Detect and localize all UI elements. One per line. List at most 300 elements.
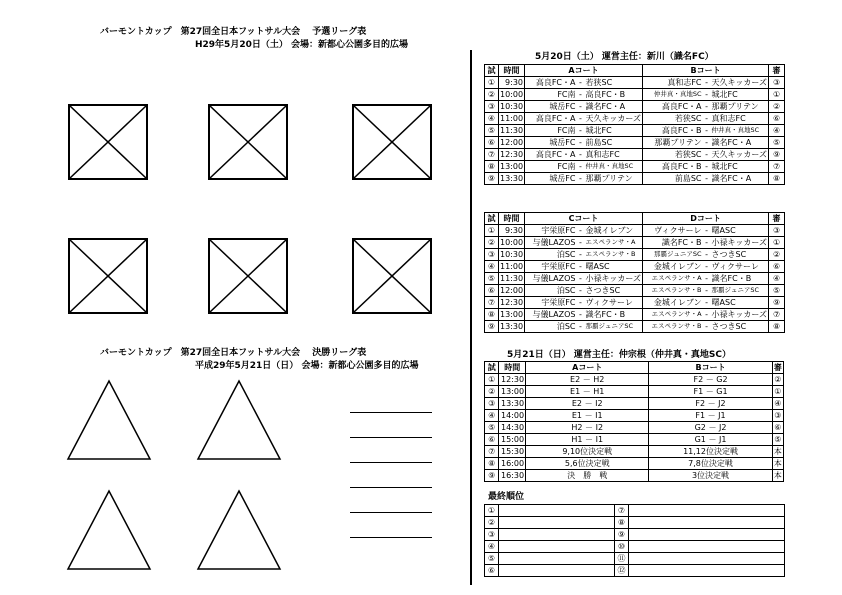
match-number-cell: ② [485, 89, 499, 101]
match-number-cell: ⑤ [485, 422, 499, 434]
home-team-cell: 泊SC [525, 321, 577, 333]
table-row [485, 273, 785, 285]
dash-cell: - [703, 321, 711, 333]
away-team-cell: 小禄キッカーズ [711, 238, 767, 247]
referee-cell: ⑦ [769, 309, 785, 321]
referee-cell: ④ [769, 273, 785, 285]
match-number-cell: ② [485, 237, 499, 249]
away-team-cell: 那覇プリテン [711, 101, 769, 113]
court-b-cell: F2 － G2 [649, 374, 772, 386]
time-cell: 10:00 [500, 90, 524, 99]
court-a-cell: H1 － I1 [526, 434, 649, 446]
home-team-cell: 城岳FC [525, 101, 577, 113]
dash-cell: - [577, 101, 585, 113]
time-cell: 15:00 [499, 434, 526, 446]
dash-cell: - [577, 297, 585, 309]
final-rank-title: 最終順位 [488, 492, 525, 502]
match-number-cell: ② [485, 386, 499, 398]
referee-cell: 本 [773, 471, 782, 480]
referee-cell: ⑥ [769, 261, 785, 273]
match-number-cell: ③ [485, 101, 499, 113]
dash-cell: - [577, 137, 585, 149]
referee-cell: ⑧ [769, 173, 785, 185]
home-team-cell: 金城イレブン [643, 261, 703, 273]
match-number-cell: ⑧ [485, 309, 499, 321]
rank-number-cell: ⑦ [615, 505, 629, 517]
home-team-cell: 与儀LAZOS [525, 273, 577, 285]
group-cross [70, 240, 146, 312]
home-team-cell: エスペランサ・B [643, 321, 703, 333]
decision-underline [350, 412, 432, 413]
time-cell: 9:30 [499, 77, 525, 89]
away-team-cell: 識名FC・A [585, 101, 643, 113]
match-number-cell: ⑨ [485, 321, 499, 333]
away-team-cell: 識名FC・A [711, 173, 769, 185]
dash-cell: - [703, 261, 711, 273]
dash-cell: - [577, 285, 585, 297]
table-row [485, 125, 785, 137]
group-square [352, 238, 432, 314]
away-team-cell: 城北FC [711, 89, 769, 101]
rank-row [485, 505, 785, 517]
home-team-cell: 泊SC [525, 249, 577, 261]
group-cross [210, 106, 286, 178]
dash-cell: - [577, 89, 585, 101]
home-team-cell: 那覇プリテン [643, 137, 703, 149]
match-number-cell: ⑧ [485, 161, 499, 173]
group-square [208, 104, 288, 180]
table-row [485, 285, 785, 297]
table-row [485, 249, 785, 261]
match-number-cell: ③ [485, 249, 499, 261]
court-a-cell: 9,10位決定戦 [526, 446, 649, 458]
match-number-cell: ⑨ [485, 173, 499, 185]
table-row [485, 410, 784, 422]
dash-cell: - [577, 77, 585, 89]
away-team-cell: 識名FC・B [711, 273, 769, 285]
referee-cell: ① [769, 237, 785, 249]
table-header-cell: Aコート [525, 65, 643, 77]
rank-number-cell: ⑫ [615, 565, 629, 577]
away-team-cell: ヴィクサーレ [585, 297, 643, 309]
rank-team-cell[interactable] [629, 553, 785, 565]
home-team-cell: 宇栄原FC [525, 297, 577, 309]
referee-cell: ③ [772, 410, 783, 422]
table-row [485, 101, 785, 113]
match-number-cell: ④ [485, 261, 499, 273]
away-team-cell: 前島SC [585, 137, 643, 149]
home-team-cell: エスペランサ・A [643, 309, 703, 321]
group-square [352, 104, 432, 180]
table-header-row [485, 362, 784, 374]
dash-cell: - [703, 137, 711, 149]
table-row [485, 446, 784, 458]
court-a-cell: E2 － I2 [526, 398, 649, 410]
table-header-row [485, 213, 785, 225]
match-number-cell: ⑨ [485, 470, 499, 482]
away-team-cell: 那覇ジュニアSC [711, 285, 769, 297]
dash-cell: - [577, 321, 585, 333]
dash-cell: - [577, 309, 585, 321]
home-team-cell: FC南 [525, 161, 577, 173]
table-header-row [485, 65, 785, 77]
table-row [485, 225, 785, 237]
rank-team-cell[interactable] [499, 553, 615, 565]
time-cell: 11:30 [500, 274, 524, 283]
rank-team-cell[interactable] [499, 529, 615, 541]
match-number-cell: ④ [485, 113, 499, 125]
home-team-cell: 若狭SC [643, 149, 703, 161]
home-team-cell: 城岳FC [525, 173, 577, 185]
dash-cell: - [703, 149, 711, 161]
away-team-cell: 識名FC・B [585, 309, 643, 321]
away-team-cell: 仲井真・真地SC [711, 125, 769, 137]
dash-cell: - [703, 285, 711, 297]
away-team-cell: 那覇ジュニアSC [585, 321, 643, 333]
referee-cell: ⑥ [772, 422, 783, 434]
table-header-cell: Aコート [526, 362, 649, 374]
group-cross [210, 240, 286, 312]
home-team-cell: ヴィクサーレ [643, 225, 703, 237]
rank-team-cell[interactable] [629, 505, 785, 517]
referee-cell: 本 [773, 459, 782, 468]
time-cell: 10:30 [500, 102, 524, 111]
away-team-cell: 仲井真・真地SC [585, 161, 643, 173]
rank-team-cell[interactable] [629, 541, 785, 553]
decision-underline [350, 512, 432, 513]
court-a-cell: E1 － I1 [526, 410, 649, 422]
away-team-cell: 天久キッカーズ [585, 114, 641, 123]
dash-cell: - [703, 101, 711, 113]
group-cross [354, 240, 430, 312]
rank-team-cell[interactable] [629, 565, 785, 577]
dash-cell: - [577, 225, 585, 237]
prelim-title: バーモントカップ 第27回全日本フットサル大会 予選リーグ表 [100, 27, 367, 37]
away-team-cell: 城北FC [711, 161, 769, 173]
home-team-cell: 高良FC・A [525, 149, 577, 161]
referee-cell: ⑨ [769, 297, 785, 309]
rank-team-cell[interactable] [629, 529, 785, 541]
rank-number-cell: ⑤ [485, 553, 499, 565]
rank-number-cell: ⑩ [615, 541, 629, 553]
time-cell: 12:30 [499, 374, 526, 386]
away-team-cell: 天久キッカーズ [711, 78, 767, 87]
dash-cell: - [577, 173, 585, 185]
home-team-cell: FC南 [525, 125, 577, 137]
dash-cell: - [703, 273, 711, 285]
match-number-cell: ⑧ [485, 458, 499, 470]
table-header-cell: Cコート [525, 213, 643, 225]
time-cell: 15:30 [499, 446, 526, 458]
group-square [68, 238, 148, 314]
match-number-cell: ⑤ [485, 273, 499, 285]
match-number-cell: ⑥ [485, 137, 499, 149]
away-team-cell: さつきSC [585, 285, 643, 297]
final-title: バーモントカップ 第27回全日本フットサル大会 決勝リーグ表 [100, 348, 367, 358]
dash-cell: - [703, 297, 711, 309]
dash-cell: - [577, 161, 585, 173]
table-row [485, 386, 784, 398]
day1-title: 5月20日（土） 運営主任：新川（識名FC） [535, 52, 714, 62]
home-team-cell: 高良FC・A [525, 113, 577, 125]
table-header-cell: 時間 [499, 362, 526, 374]
day1-cd-table [484, 212, 785, 333]
away-team-cell: 高良FC・B [585, 89, 643, 101]
day2-title: 5月21日（日） 運営主任：仲宗根（仲井真・真地SC） [507, 350, 732, 360]
triangle-outline [198, 381, 280, 459]
table-header-cell: 時間 [499, 213, 525, 225]
rank-team-cell[interactable] [499, 541, 615, 553]
referee-cell: ⑨ [769, 149, 785, 161]
rank-number-cell: ① [485, 505, 499, 517]
away-team-cell: ヴィクサーレ [711, 261, 769, 273]
time-cell: 10:00 [500, 238, 524, 247]
table-row [485, 374, 784, 386]
rank-team-cell[interactable] [499, 517, 615, 529]
table-row [485, 434, 784, 446]
referee-cell: ⑤ [769, 137, 785, 149]
page-divider [470, 50, 472, 585]
court-b-cell: F1 － J1 [649, 410, 772, 422]
rank-row [485, 541, 785, 553]
table-row [485, 149, 785, 161]
home-team-cell: エスペランサ・B [643, 285, 703, 297]
time-cell: 11:00 [500, 262, 524, 271]
home-team-cell: 宇栄原FC [525, 225, 577, 237]
home-team-cell: 金城イレブン [643, 297, 703, 309]
table-header-cell: 審 [773, 363, 782, 372]
dash-cell: - [577, 125, 585, 137]
table-header-cell: Dコート [643, 213, 769, 225]
rank-team-cell[interactable] [629, 517, 785, 529]
table-header-cell: 試 [485, 362, 499, 374]
away-team-cell: 小禄キッカーズ [585, 274, 641, 283]
rank-number-cell: ⑪ [615, 553, 629, 565]
group-square [68, 104, 148, 180]
dash-cell: - [703, 161, 711, 173]
time-cell: 13:00 [499, 386, 526, 398]
table-row [485, 89, 785, 101]
table-header-cell: 審 [769, 213, 785, 225]
referee-cell: 本 [773, 447, 782, 456]
court-b-cell: G1 － J1 [649, 434, 772, 446]
dash-cell: - [703, 113, 711, 125]
away-team-cell: さつきSC [711, 249, 769, 261]
triangle-outline [68, 381, 150, 459]
match-number-cell: ⑦ [485, 446, 499, 458]
table-header-cell: Bコート [649, 362, 772, 374]
time-cell: 14:00 [499, 410, 526, 422]
final-date-venue: 平成29年5月21日（日） 会場：新都心公園多目的広場 [195, 361, 419, 371]
time-cell: 13:30 [500, 322, 524, 331]
referee-cell: ⑤ [772, 434, 783, 446]
rank-team-cell[interactable] [499, 565, 615, 577]
table-header-cell: 試 [485, 65, 499, 77]
time-cell: 13:00 [500, 162, 524, 171]
away-team-cell: エスペランサ・A [585, 237, 643, 249]
rank-row [485, 517, 785, 529]
referee-cell: ⑧ [769, 321, 785, 333]
final-triangle [66, 489, 152, 571]
table-row [485, 422, 784, 434]
home-team-cell: 与儀LAZOS [525, 309, 577, 321]
match-number-cell: ⑦ [485, 297, 499, 309]
table-row [485, 458, 784, 470]
table-row [485, 309, 785, 321]
home-team-cell: FC南 [525, 89, 577, 101]
home-team-cell: 仲井真・真地SC [643, 89, 703, 101]
dash-cell: - [703, 125, 711, 137]
table-row [485, 173, 785, 185]
away-team-cell: 天久キッカーズ [711, 150, 767, 159]
away-team-cell: 城北FC [585, 125, 643, 137]
dash-cell: - [703, 77, 711, 89]
court-b-cell: 11,12位決定戦 [649, 446, 772, 458]
time-cell: 14:30 [499, 422, 526, 434]
rank-number-cell: ③ [485, 529, 499, 541]
time-cell: 13:00 [500, 310, 524, 319]
dash-cell: - [703, 237, 711, 249]
rank-team-cell[interactable] [499, 505, 615, 517]
final-triangle [196, 379, 282, 461]
home-team-cell: 泊SC [525, 285, 577, 297]
triangle-outline [198, 491, 280, 569]
away-team-cell: 金城イレブン [585, 225, 643, 237]
home-team-cell: 城岳FC [525, 137, 577, 149]
court-b-cell: 7,8位決定戦 [649, 458, 772, 470]
home-team-cell: 真和志FC [643, 77, 703, 89]
prelim-date-venue: H29年5月20日（土） 会場：新都心公園多目的広場 [195, 40, 408, 50]
dash-cell: - [577, 113, 585, 125]
away-team-cell: 真和志FC [585, 149, 643, 161]
referee-cell: ⑦ [769, 161, 785, 173]
time-cell: 12:00 [500, 138, 524, 147]
day2-table [484, 361, 784, 482]
dash-cell: - [703, 309, 711, 321]
time-cell: 13:30 [500, 174, 524, 183]
table-row [485, 297, 785, 309]
rank-number-cell: ② [485, 517, 499, 529]
referee-cell: ④ [772, 398, 783, 410]
referee-cell: ④ [769, 125, 785, 137]
table-header-cell: 試 [485, 213, 499, 225]
court-a-cell: 5,6位決定戦 [526, 458, 649, 470]
referee-cell: ② [772, 374, 783, 386]
home-team-cell: 若狭SC [643, 113, 703, 125]
dash-cell: - [703, 249, 711, 261]
away-team-cell: 識名FC・A [711, 137, 769, 149]
table-row [485, 77, 785, 89]
table-row [485, 321, 785, 333]
rank-number-cell: ⑥ [485, 565, 499, 577]
match-number-cell: ⑤ [485, 125, 499, 137]
day1-ab-table [484, 64, 785, 185]
table-row [485, 237, 785, 249]
away-team-cell: 曙ASC [711, 297, 769, 309]
away-team-cell: 真和志FC [711, 113, 769, 125]
final-triangle [66, 379, 152, 461]
court-a-cell: H2 － I2 [526, 422, 649, 434]
time-cell: 11:00 [500, 114, 524, 123]
home-team-cell: 高良FC・A [525, 77, 577, 89]
rank-row [485, 565, 785, 577]
dash-cell: - [703, 173, 711, 185]
home-team-cell: エスペランサ・A [643, 273, 703, 285]
time-cell: 12:00 [500, 286, 524, 295]
triangle-outline [68, 491, 150, 569]
match-number-cell: ① [485, 374, 499, 386]
table-row [485, 161, 785, 173]
dash-cell: - [577, 249, 585, 261]
away-team-cell: 曙ASC [585, 261, 643, 273]
referee-cell: ⑥ [769, 113, 785, 125]
home-team-cell: 那覇ジュニアSC [643, 249, 703, 261]
away-team-cell: エスペランサ・B [585, 249, 643, 261]
dash-cell: - [577, 237, 585, 249]
final-rank-table [484, 504, 785, 577]
time-cell: 10:30 [500, 250, 524, 259]
home-team-cell: 識名FC・B [643, 237, 703, 249]
decision-underline [350, 487, 432, 488]
rank-row [485, 553, 785, 565]
decision-underline [350, 462, 432, 463]
referee-cell: ② [769, 249, 785, 261]
court-b-cell: F2 － J2 [649, 398, 772, 410]
match-number-cell: ⑦ [485, 149, 499, 161]
away-team-cell: 那覇プリテン [585, 173, 643, 185]
table-row [485, 137, 785, 149]
referee-cell: ① [769, 89, 785, 101]
time-cell: 11:30 [500, 126, 524, 135]
table-row [485, 398, 784, 410]
referee-cell: ⑤ [769, 285, 785, 297]
rank-row [485, 529, 785, 541]
away-team-cell: 曙ASC [711, 225, 769, 237]
time-cell: 12:30 [500, 150, 524, 159]
time-cell: 12:30 [500, 298, 524, 307]
table-header-cell: Bコート [643, 65, 769, 77]
time-cell: 9:30 [499, 225, 525, 237]
decision-underline [350, 437, 432, 438]
table-row [485, 261, 785, 273]
home-team-cell: 宇栄原FC [525, 261, 577, 273]
final-triangle [196, 489, 282, 571]
time-cell: 16:30 [499, 470, 526, 482]
court-a-cell: E1 － H1 [526, 386, 649, 398]
table-row [485, 470, 784, 482]
court-b-cell: F1 － G1 [649, 386, 772, 398]
referee-cell: ③ [769, 225, 785, 237]
group-cross [354, 106, 430, 178]
match-number-cell: ③ [485, 398, 499, 410]
match-number-cell: ④ [485, 410, 499, 422]
dash-cell: - [577, 261, 585, 273]
match-number-cell: ① [485, 225, 499, 237]
dash-cell: - [577, 149, 585, 161]
dash-cell: - [703, 89, 711, 101]
table-row [485, 113, 785, 125]
rank-number-cell: ⑧ [615, 517, 629, 529]
away-team-cell: 若狭SC [585, 77, 643, 89]
court-b-cell: G2 － J2 [649, 422, 772, 434]
court-a-cell: E2 － H2 [526, 374, 649, 386]
match-number-cell: ⑥ [485, 285, 499, 297]
group-cross [70, 106, 146, 178]
court-b-cell: 3位決定戦 [649, 470, 772, 482]
rank-number-cell: ⑨ [615, 529, 629, 541]
decision-underline [350, 537, 432, 538]
rank-number-cell: ④ [485, 541, 499, 553]
